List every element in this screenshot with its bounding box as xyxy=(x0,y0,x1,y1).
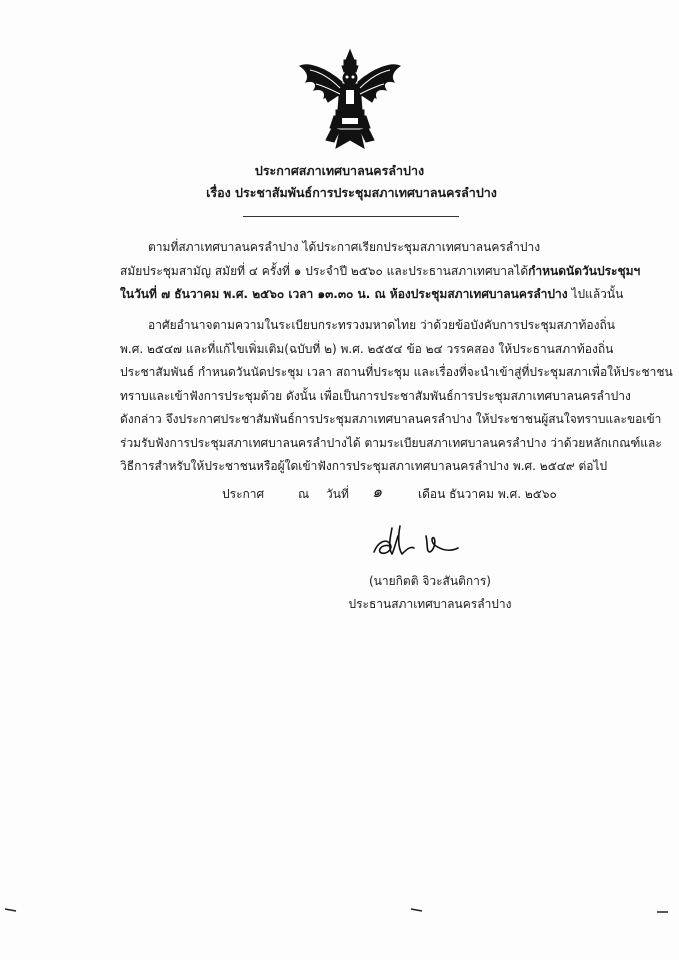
at-label: ณ xyxy=(298,487,310,501)
paragraph-2-line: ดังกล่าว จึงประกาศประชาสัมพันธ์การประชุมสภาเทศบาลนครลำปาง ให้ประชาชนผู้สนใจทราบและขอเข้า xyxy=(120,412,662,426)
paragraph-1-line-2 xyxy=(120,260,640,284)
announce-label: ประกาศ xyxy=(222,487,265,501)
garuda-emblem-icon xyxy=(296,48,404,152)
paragraph-1-line-3 xyxy=(120,283,640,307)
paragraph-1 xyxy=(120,236,640,307)
day-value: ๑ xyxy=(372,482,383,501)
paragraph-2-line: อาศัยอำนาจตามความในระเบียบกระทรวงมหาดไทย ว่าด้วยข้อบังคับการประชุมสภาท้องถิ่น xyxy=(148,318,615,332)
document-title: ประกาศสภาเทศบาลนครลำปาง xyxy=(254,163,425,178)
paragraph-1-line-2-text: สมัยประชุมสามัญ สมัยที่ ๔ ครั้งที่ ๑ ประจำปี ๒๕๖๐ และประธานสภาเทศบาลได้ xyxy=(120,263,529,278)
month-year: เดือน ธันวาคม พ.ศ. ๒๕๖๐ xyxy=(418,487,557,501)
scan-mark xyxy=(656,910,670,914)
document-subject: เรื่อง ประชาสัมพันธ์การประชุมสภาเทศบาลนครลำปาง xyxy=(206,185,497,200)
scan-mark xyxy=(4,908,18,912)
paragraph-2-line: วิธีการสำหรับให้ประชาชนหรือผู้ใดเข้าฟังการประชุมสภาเทศบาลนครลำปาง พ.ศ. ๒๕๔๙ ต่อไป xyxy=(120,459,608,473)
paragraph-1-line-3-bold: ในวันที่ ๗ ธันวาคม พ.ศ. ๒๕๖๐ เวลา ๑๓.๓๐ น. ณ ห้องประชุมสภาเทศบาลนครลำปาง xyxy=(120,287,568,301)
paragraph-1-line-2-bold: กำหนดนัดวันประชุมฯ xyxy=(528,263,641,278)
title-divider xyxy=(243,216,459,217)
scan-mark xyxy=(410,908,424,912)
paragraph-2-line: พ.ศ. ๒๕๔๗ และที่แก้ไขเพิ่มเติม(ฉบับที่ ๒) พ.ศ. ๒๕๕๔ ข้อ ๒๔ วรรคสอง ให้ประธานสภาท้องถิ่น xyxy=(120,341,614,356)
signer-position: ประธานสภาเทศบาลนครลำปาง xyxy=(348,597,512,611)
paragraph-2-line: ประชาสัมพันธ์ กำหนดวันนัดประชุม เวลา สถานที่ประชุม และเรื่องที่จะนำเข้าสู่ที่ประชุมสภาเพื่อให้ประชาชน xyxy=(120,365,673,379)
paragraph-1-line-3-text: ไปแล้วนั้น xyxy=(567,287,624,301)
paragraph-2-line: ร่วมรับฟังการประชุมสภาเทศบาลนครลำปางได้ ตามระเบียบสภาเทศบาลนครลำปาง ว่าด้วยหลักเกณฑ์และ xyxy=(120,435,662,450)
paragraph-2-line: ทราบและเข้าฟังการประชุมด้วย ดังนั้น เพื่อเป็นการประชาสัมพันธ์การประชุมสภาเทศบาลนครลำปาง xyxy=(120,388,631,403)
paragraph-2 xyxy=(120,314,673,479)
day-label: วันที่ xyxy=(326,487,349,501)
signature-image xyxy=(370,520,462,566)
signer-name: (นายกิตติ จิวะสันติการ) xyxy=(369,574,491,588)
paragraph-1-line-1: ตามที่สภาเทศบาลนครลำปาง ได้ประกาศเรียกประชุมสภาเทศบาลนครลำปาง xyxy=(148,240,541,254)
